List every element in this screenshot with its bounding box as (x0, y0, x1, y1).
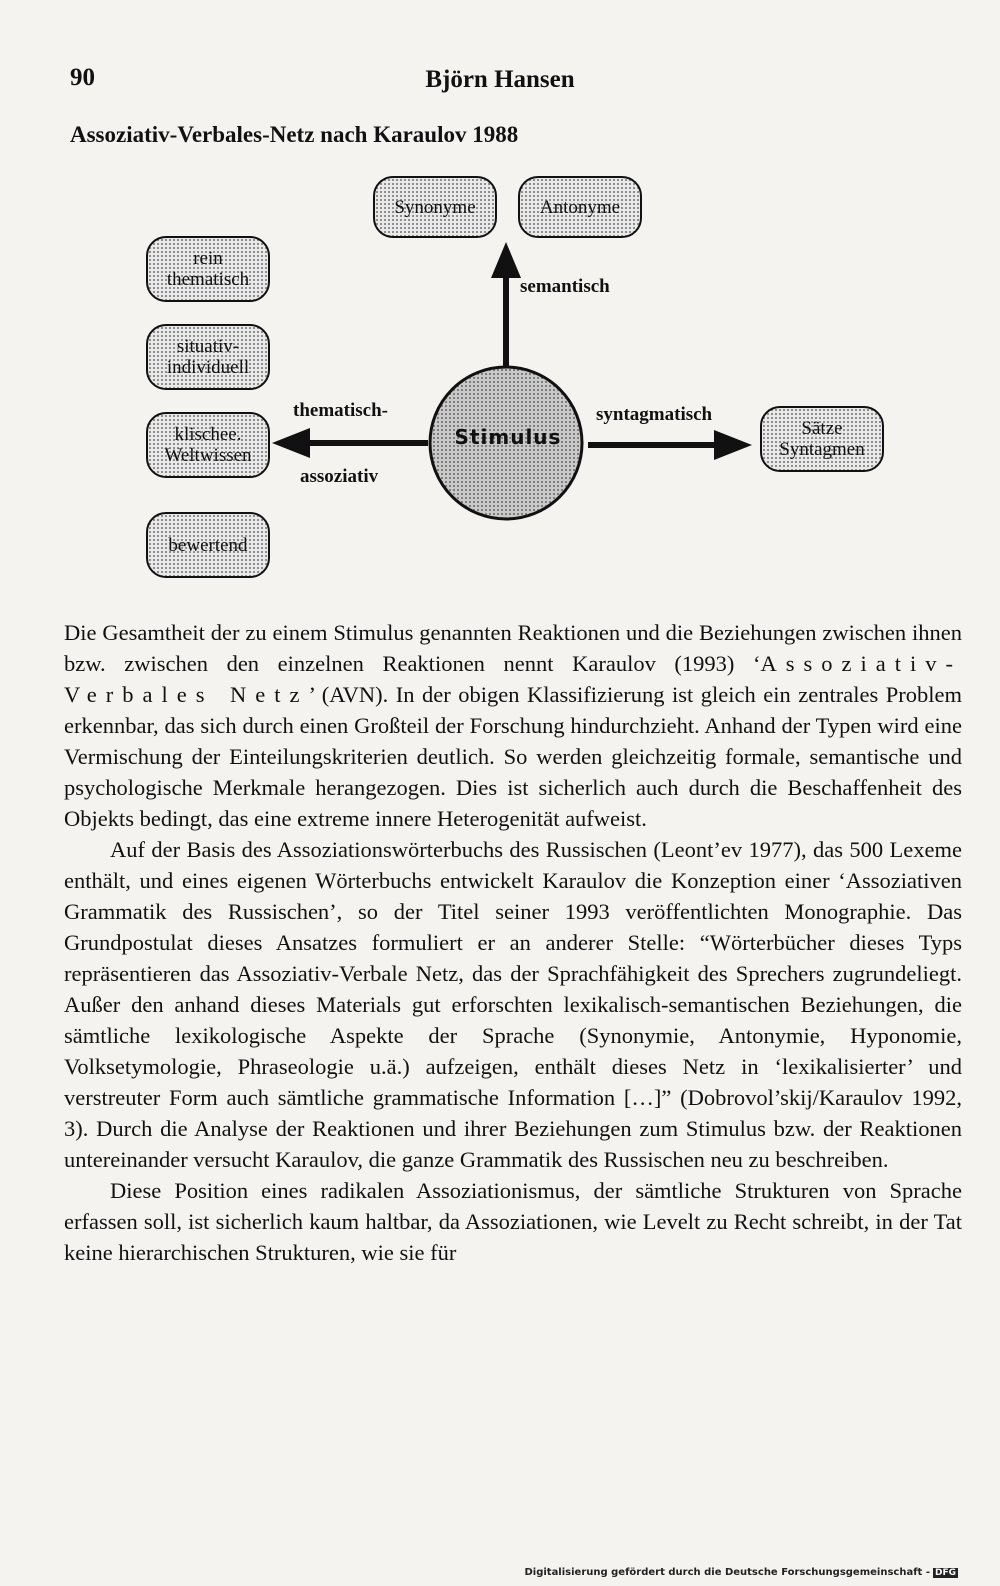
association-network-diagram (0, 160, 1000, 600)
node-bewertend-label: bewertend (168, 534, 248, 556)
arrow-left-head (272, 428, 310, 458)
node-saetze-syntagmen-line1: Sätze (801, 418, 843, 439)
digitization-footer (524, 1567, 958, 1578)
paragraph-1 (64, 617, 962, 834)
node-klischee-weltwissen (146, 412, 270, 478)
node-rein-thematisch (146, 236, 270, 302)
dfg-badge: DFG (934, 1568, 956, 1578)
paragraph-1-part-b: ’ (AVN). In der obigen Klassifizierung ist gleich ein zentrales Problem erkennbar, das sich durch einen Großteil der Forschung hindurchzieht. Anhand der Typen wird eine Vermischung der Einteilungskriterien deutlich. So werden gleichzeitig formale, semantische und psychologische Merkmale herangezogen. Dies ist sicherlich auch durch die Beschaffenheit des Objekts bedingt, das eine extreme innere Heterogenität aufweist. (64, 682, 962, 831)
arrow-right-head (714, 430, 752, 460)
node-synonyme (373, 176, 497, 238)
paragraph-3: Diese Position eines radikalen Assoziationismus, der sämtliche Strukturen von Sprache erfassen soll, ist sicherlich kaum haltbar, da Assoziationen, wie Levelt zu Recht schreibt, in der Tat keine hierarchischen Strukturen, wie sie für (64, 1178, 962, 1265)
footer-text: Digitalisierung gefördert durch die Deutsche Forschungsgemeinschaft - (524, 1567, 930, 1578)
paragraph-1-spaced-term: Assoziativ-Verbales Netz (64, 651, 962, 707)
paragraph-1-part-a: Die Gesamtheit der zu einem Stimulus genannten Reaktionen und die Beziehungen zwischen ihnen bzw. zwischen den einzelnen Reaktionen nennt Karaulov (1993) ‘ (64, 620, 962, 676)
paragraph-2: Auf der Basis des Assoziationswörterbuchs des Russischen (Leont’ev 1977), das 500 Lexeme enthält, und eines eigenen Wörterbuchs entwickelt Karaulov die Konzeption einer ‘Assoziativen Grammatik des Russischen’, so der Titel seiner 1993 veröffentlichten Monographie. Das Grundpostulat dieses Ansatzes formuliert er an anderer Stelle: “Wörterbücher dieses Typs repräsentieren das Assoziativ-Verbale Netz, das der Sprachfähigkeit des Sprechers zugrundeliegt. Außer den anhand dieses Materials gut erforschten lexikalisch-semantischen Beziehungen, die sämtliche lexikologische Aspekte der Sprache (Synonymie, Antonymie, Hyponomie, Volksetymologie, Phraseologie u.ä.) aufzeigen, enthält dieses Netz in ‘lexikalisierter’ und verstreuter Form auch sämtliche grammatische Information […]” (Dobrovol’skij/Karaulov 1992, 3). Durch die Analyse der Reaktionen und ihrer Beziehungen zum Stimulus bzw. der Reaktionen untereinander versucht Karaulov, die ganze Grammatik des Russischen neu zu beschreiben. (64, 837, 962, 1172)
node-antonyme (518, 176, 642, 238)
node-situativ-individuell-line1: situativ- (176, 336, 240, 357)
arrow-up-head (491, 242, 521, 278)
edge-label-syntagmatisch: syntagmatisch (596, 404, 713, 425)
page-number: 90 (70, 64, 95, 91)
edge-label-assoziativ: assoziativ (300, 466, 379, 487)
figure-title: Assoziativ-Verbales-Netz nach Karaulov 1988 (70, 122, 519, 147)
node-klischee-weltwissen-line2: Weltwissen (164, 445, 252, 466)
body-text (64, 617, 962, 1268)
node-situativ-individuell (146, 324, 270, 390)
edge-label-thematisch: thematisch- (293, 400, 388, 421)
running-head-author: Björn Hansen (425, 66, 575, 93)
node-synonyme-label: Synonyme (394, 196, 476, 218)
node-rein-thematisch-line1: rein (193, 248, 223, 269)
node-antonyme-label: Antonyme (539, 196, 621, 218)
node-saetze-syntagmen (760, 406, 884, 472)
stimulus-label: Stimulus (454, 425, 562, 449)
node-saetze-syntagmen-line2: Syntagmen (779, 439, 865, 460)
node-situativ-individuell-line2: individuell (166, 357, 250, 378)
edge-label-semantisch: semantisch (520, 276, 610, 297)
node-rein-thematisch-line2: thematisch (166, 269, 250, 290)
node-klischee-weltwissen-line1: klischee. (174, 424, 242, 445)
node-bewertend (146, 512, 270, 578)
